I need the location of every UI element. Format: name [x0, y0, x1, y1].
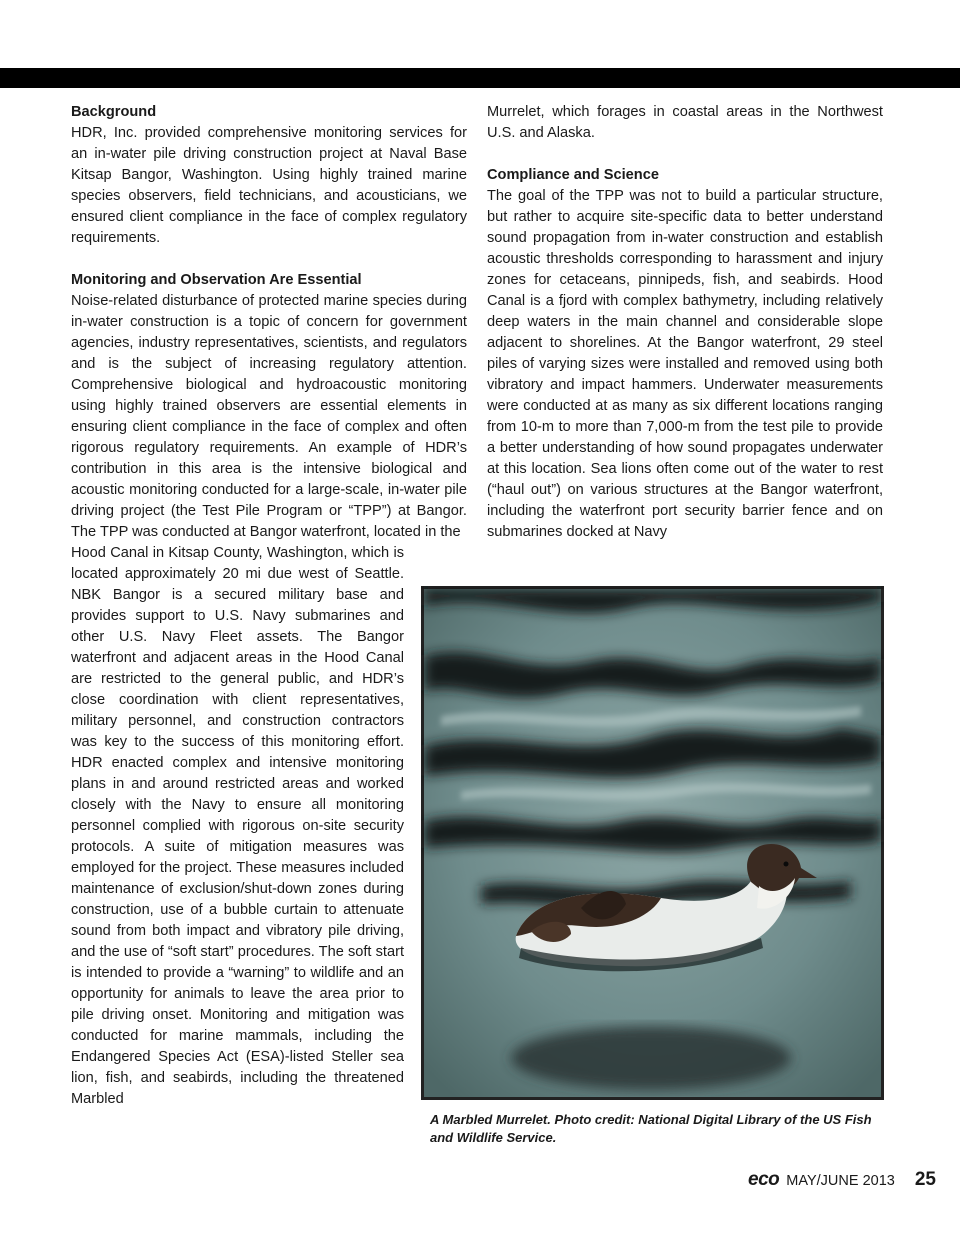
- marbled-murrelet-photo: [421, 586, 884, 1100]
- header-bar: [0, 68, 960, 88]
- section-heading-background: Background: [71, 104, 157, 120]
- section-heading-monitoring: Monitoring and Observation Are Essential: [71, 272, 362, 288]
- paragraph-murrelet-continued: Murrelet, which forages in coastal areas in the Northwest U.S. and Alaska.: [487, 104, 883, 141]
- page-footer: [748, 1169, 936, 1191]
- right-column: [487, 102, 883, 543]
- issue-date: MAY/JUNE 2013: [786, 1173, 895, 1189]
- left-column: [71, 102, 467, 1110]
- page-number: 25: [914, 1169, 936, 1190]
- section-heading-compliance: Compliance and Science: [487, 167, 659, 183]
- photo-caption: A Marbled Murrelet. Photo credit: National Digital Library of the US Fish and Wildlife Service.: [430, 1112, 872, 1145]
- paragraph-monitoring: Noise-related disturbance of protected marine species during in-water construction is a topic of concern for government agencies, industry representatives, scientists, and regulators and is the subject of increasing regulatory attention. Comprehensive biological and hydroacoustic monitoring using highly trained observers are essential elements in ensuring client compliance in the face of complex and often rigorous regulatory requirements. An example of HDR’s contribution in this area is the intensive biological and acoustic monitoring conducted for a large-scale, in-water pile driving project (the Test Pile Program or “TPP”) at Bangor. The TPP was conducted at Bangor waterfront, located in the: [71, 293, 467, 540]
- magazine-logo: eco: [748, 1169, 780, 1190]
- paragraph-background: HDR, Inc. provided comprehensive monitoring services for an in-water pile driving construction project at Naval Base Kitsap Bangor, Washington. Using highly trained marine species observers, field technicians, and acousticians, we ensured client compliance in the face of complex regulatory requirements.: [71, 125, 467, 246]
- paragraph-compliance: The goal of the TPP was not to build a particular structure, but rather to acquire site-specific data to better understand sound propagation from in-water construction and establish acoustic thresholds corresponding to harassment and injury zones for cetaceans, pinnipeds, fish, and seabirds. Hood Canal is a fjord with complex bathymetry, including relatively deep waters in the main channel and considerable slope adjacent to shorelines. At the Bangor waterfront, 29 steel piles of varying sizes were installed and removed using both vibratory and impact hammers. Underwater measurements were conducted at as many as six different locations ranging from 10-m to more than 7,000-m from the test pile to provide a better understanding of how sound propagates underwater at this location. Sea lions often come out of the water to rest (“haul out”) on various structures at the Bangor waterfront, including the waterfront port security barrier fence and on submarines docked at Navy: [487, 188, 883, 540]
- paragraph-monitoring-continued: Hood Canal in Kitsap County, Washington, which is located approximately 20 mi due west of Seattle. NBK Bangor is a secured military base and provides support to U.S. Navy submarines and other U.S. Navy Fleet assets. The Bangor waterfront and adjacent areas in the Hood Canal are restricted to the general public, and HDR’s close coordination with client representatives, military personnel, and construction contractors was key to the success of this monitoring effort. HDR enacted complex and intensive monitoring plans in and around restricted areas and worked closely with the Navy to ensure all monitoring personnel complied with rigorous on-site security protocols. A suite of mitigation measures was employed for the project. These measures included maintenance of exclusion/shut-down zones during construction, use of a bubble curtain to attenuate sound from both impact and vibratory pile driving, and the use of “soft start” procedures. The soft start is intended to provide a “warning” to wildlife and an opportunity for animals to leave the area prior to pile driving onset. Monitoring and mitigation was conducted for marine mammals, including the Endangered Species Act (ESA)-listed Steller sea lion, fish, and seabirds, including the threatened Marbled: [71, 545, 404, 1107]
